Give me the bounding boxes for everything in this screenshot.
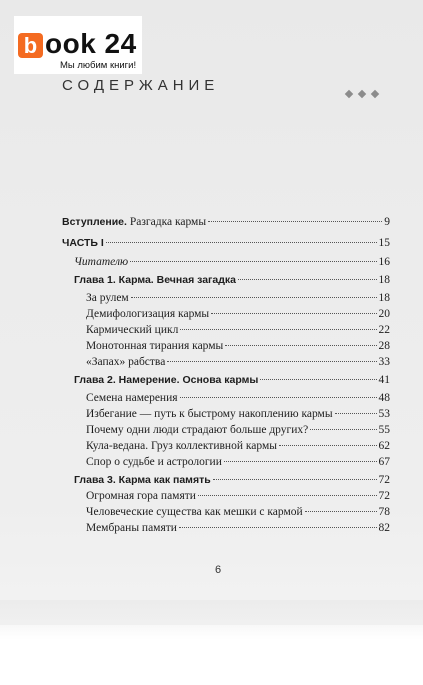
toc-entry: [86, 506, 390, 522]
toc-entry-page: 20: [378, 308, 390, 320]
toc-entry-title: Почему одни люди страдают больше других?: [86, 424, 309, 436]
dot-leader: [106, 242, 377, 243]
toc-entry-title: Кармический цикл: [86, 324, 179, 336]
toc-entry-page: 48: [378, 392, 390, 404]
dot-leader: [131, 297, 377, 298]
dot-leader: [305, 511, 377, 512]
toc-entry-page: 18: [378, 292, 390, 304]
toc-entry-page: 53: [378, 408, 390, 420]
toc-entry-bold-title: Глава 3. Карма как память: [74, 474, 211, 486]
contents-heading: СОДЕРЖАНИЕ: [62, 77, 220, 94]
toc-entry-title: Мембраны памяти: [86, 522, 177, 534]
dot-leader: [213, 479, 377, 480]
toc-entry-page: 72: [378, 490, 390, 502]
dot-leader: [167, 361, 376, 362]
dot-leader: [238, 279, 376, 280]
toc-entry-page: 9: [384, 216, 390, 228]
toc-entry-page: 15: [378, 237, 390, 249]
toc-entry-title: Кула-ведана. Груз коллективной кармы: [86, 440, 277, 452]
dot-leader: [179, 527, 377, 528]
page-edge-shadow: [0, 600, 423, 640]
toc-entry-title: Разгадка кармы: [129, 216, 207, 228]
toc-entry-title: Огромная гора памяти: [86, 490, 196, 502]
toc-entry-page: 41: [378, 374, 390, 386]
toc-entry-page: 16: [378, 256, 390, 268]
toc-entry-page: 82: [378, 522, 390, 534]
toc-entry-bold-title: Глава 2. Намерение. Основа кармы: [74, 374, 259, 386]
logo-b-mark: b: [18, 33, 43, 58]
dot-leader: [224, 461, 377, 462]
toc-entry: [86, 340, 390, 356]
toc-entry-bold-title: Вступление.: [62, 216, 127, 228]
toc-entry-title: Избегание — путь к быстрому накоплению кармы: [86, 408, 333, 420]
toc-entry: [86, 392, 390, 408]
toc-entry: [86, 456, 390, 472]
dot-leader: [180, 397, 377, 398]
toc-entry-page: 55: [378, 424, 390, 436]
toc-entry: [86, 440, 390, 456]
page-number: 6: [215, 564, 222, 576]
logo-wordmark: ook 24: [45, 28, 137, 59]
dot-leader: [260, 379, 376, 380]
toc-entry-title: Спор о судьбе и астрологии: [86, 456, 222, 468]
dot-leader: [335, 413, 377, 414]
toc-entry: [86, 308, 390, 324]
toc-entry-title: Человеческие существа как мешки с кармой: [86, 506, 303, 518]
toc-entry: [86, 522, 390, 538]
toc-entry-page: 78: [378, 506, 390, 518]
toc-entry: [86, 408, 390, 424]
toc-entry-bold-title: ЧАСТЬ I: [62, 237, 104, 249]
toc-entry-page: 62: [378, 440, 390, 452]
toc-entry: [74, 474, 390, 490]
decorative-diamonds-icon: [346, 84, 385, 102]
dot-leader: [225, 345, 376, 346]
toc-entry: [62, 237, 390, 253]
dot-leader: [198, 495, 377, 496]
toc-entry-title: Монотонная тирания кармы: [86, 340, 224, 352]
toc-entry: [86, 292, 390, 308]
toc-entry: [86, 356, 390, 372]
dot-leader: [130, 261, 376, 262]
toc-entry: [62, 216, 390, 232]
toc-entry-title: Семена намерения: [86, 392, 178, 404]
dot-leader: [310, 429, 376, 430]
toc-entry: [86, 324, 390, 340]
toc-entry-title: «Запах» рабства: [86, 356, 166, 368]
toc-entry-title: Читателю: [74, 256, 129, 268]
toc-entry-page: 22: [378, 324, 390, 336]
dot-leader: [208, 221, 382, 222]
toc-entry: [74, 274, 390, 290]
logo-tagline: Мы любим книги!: [60, 60, 137, 71]
toc-entry: [74, 256, 390, 272]
toc-entry-title: За рулем: [86, 292, 129, 304]
toc-entry-bold-title: Глава 1. Карма. Вечная загадка: [74, 274, 237, 286]
toc-entry-page: 72: [378, 474, 390, 486]
dot-leader: [279, 445, 377, 446]
toc-entry-page: 67: [378, 456, 390, 468]
toc-entry-page: 33: [378, 356, 390, 368]
toc-entry: [74, 374, 390, 390]
toc-entry-page: 18: [378, 274, 390, 286]
toc-entry: [86, 490, 390, 506]
toc-entry-page: 28: [378, 340, 390, 352]
toc-entry-title: Демифологизация кармы: [86, 308, 210, 320]
book24-logo: [14, 16, 142, 74]
dot-leader: [211, 313, 376, 314]
toc-entry: [86, 424, 390, 440]
dot-leader: [180, 329, 376, 330]
